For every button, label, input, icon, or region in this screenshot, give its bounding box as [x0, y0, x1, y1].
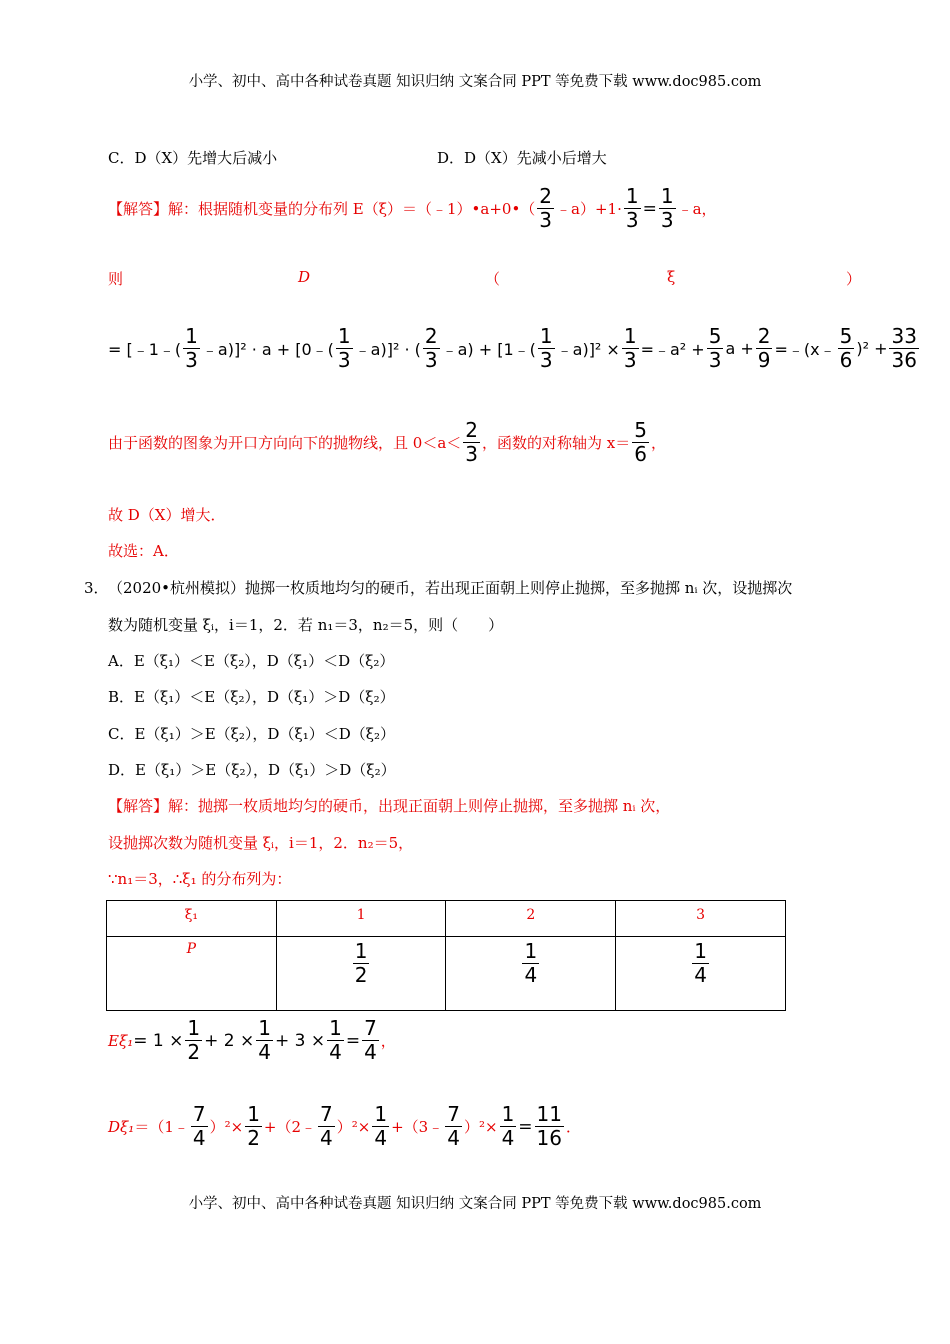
q2-choice: 故选：A．: [108, 542, 179, 560]
q2-conclusion: 故 D（X）增大．: [108, 506, 226, 524]
fraction: $\frac{7}{4}$: [447, 1102, 460, 1150]
fraction: $\frac{1}{4}$: [258, 1016, 271, 1064]
q3-option-b: B．E（ξ₁）＜E（ξ₂），D（ξ₁）＞D（ξ₂）: [108, 688, 395, 706]
q3-option-d: D．E（ξ₁）＞E（ξ₂），D（ξ₁）＞D（ξ₂）: [108, 761, 396, 779]
fraction: $\frac{1}{4}$: [694, 939, 707, 987]
fraction: $\frac{7}{4}$: [192, 1102, 206, 1150]
solution-text: 解：抛掷一枚质地均匀的硬币，出现正面朝上则停止抛掷，至多抛掷 nᵢ 次，: [168, 797, 671, 815]
fraction: $\frac{1}{3}$: [185, 324, 198, 372]
fraction: $\frac{1}{3}$: [625, 184, 639, 232]
q3-option-c: C．E（ξ₁）＞E（ξ₂），D（ξ₁）＜D（ξ₂）: [108, 725, 396, 743]
table-cell: [446, 937, 616, 1011]
q2-answer-line1: 【解答】 解：根据随机变量的分布列 E（ξ）＝（﹣1）•a+0•（ $\frac{2}{3}$ ﹣a）+1· $\frac{1}{3}$ = $\frac{1}{3}$ ﹣a，: [108, 184, 717, 232]
fraction: $\frac{1}{2}$: [354, 939, 368, 987]
fraction: $\frac{7}{4}$: [364, 1016, 377, 1064]
fraction: $\frac{1}{2}$: [187, 1016, 201, 1064]
fraction: $\frac{1}{4}$: [501, 1102, 515, 1150]
q2-option-c: C．D（X）先增大后减小: [108, 149, 278, 167]
table-cell: ξ₁: [107, 901, 277, 937]
table-cell: 2: [446, 901, 616, 937]
then-D: D: [298, 268, 311, 286]
then-xi: ξ: [667, 268, 676, 286]
fraction: $\frac{1}{4}$: [374, 1102, 388, 1150]
q3-option-a: A．E（ξ₁）＜E（ξ₂），D（ξ₁）＜D（ξ₂）: [108, 652, 395, 670]
table-cell: 1: [276, 901, 446, 937]
table-cell: 3: [616, 901, 786, 937]
fraction: $\frac{5}{6}$: [839, 324, 853, 372]
fraction: $\frac{1}{3}$: [337, 324, 351, 372]
fraction: $\frac{5}{3}$: [708, 324, 722, 372]
then-rparen: ）: [846, 270, 862, 288]
fraction: $\frac{1}{3}$: [539, 324, 553, 372]
q2-variance-expression: = [﹣1﹣( $\frac{1}{3}$ ﹣a)]² · a + [0﹣( $\frac{1}{3}$ ﹣a)]² · ( $\frac{2}{3}$ ﹣a) + [1﹣( $\frac{1}{3}$ ﹣a)]² × $\frac{1}{3}$ =﹣a² + $\frac{5}{3}$ a + $\frac{2}{9}$ =﹣(x﹣ $\frac{5}{6}$ )² + $\frac{33}{36}$: [108, 324, 917, 372]
then-lparen: （: [485, 270, 501, 288]
then-label: 则: [108, 270, 124, 288]
fraction: $\frac{5}{6}$: [634, 418, 647, 466]
table-cell: [276, 937, 446, 1011]
table-cell: [616, 937, 786, 1011]
fraction: $\frac{2}{9}$: [757, 324, 771, 372]
q2-option-d: D．D（X）先减小后增大: [437, 149, 607, 167]
fraction: $\frac{1}{4}$: [524, 939, 538, 987]
q3-variance: Dξ₁ ＝（1﹣ $\frac{7}{4}$ ）²× $\frac{1}{2}$ +（2﹣ $\frac{7}{4}$ ）²× $\frac{1}{4}$ +（3﹣ $\frac{7}{4}$ ）²× $\frac{1}{4}$ = $\frac{11}{16}$ ．: [108, 1102, 582, 1150]
q3-solution-line1: [108, 795, 670, 816]
fraction: $\frac{1}{4}$: [329, 1016, 342, 1064]
answer-text: ﹣a）+1·: [556, 200, 622, 218]
answer-text: ﹣a，: [677, 200, 717, 218]
fraction: $\frac{2}{3}$: [424, 324, 438, 372]
distribution-table: [106, 900, 786, 1011]
q3-expectation: Eξ₁ = 1 × $\frac{1}{2}$ + 2 × $\frac{1}{4}$ + 3 × $\frac{1}{4}$ = $\frac{7}{4}$ ，: [108, 1016, 396, 1064]
fraction: $\frac{1}{2}$: [247, 1102, 260, 1150]
fraction: $\frac{1}{3}$: [660, 184, 674, 232]
fraction: $\frac{11}{16}$: [536, 1102, 562, 1150]
answer-text: 解：根据随机变量的分布列 E（ξ）＝（﹣1）•a+0•（: [168, 200, 536, 218]
table-header-row: [107, 901, 786, 937]
q3-stem-line1: （2020•杭州模拟）抛掷一枚质地均匀的硬币，若出现正面朝上则停止抛掷，至多抛掷 nᵢ 次，设抛掷次: [108, 579, 793, 597]
answer-tag: 【解答】: [108, 200, 169, 218]
fraction: $\frac{2}{3}$: [539, 184, 553, 232]
q3-solution-line3: ∵n₁＝3，∴ξ₁ 的分布列为：: [108, 870, 292, 888]
q3-solution-line2: 设抛掷次数为随机变量 ξᵢ，i＝1，2．n₂＝5，: [108, 834, 414, 852]
fraction: $\frac{7}{4}$: [320, 1102, 333, 1150]
fraction: $\frac{2}{3}$: [465, 418, 478, 466]
page-footer: 小学、初中、高中各种试卷真题 知识归纳 文案合同 PPT 等免费下载 www.doc985.com: [188, 1196, 762, 1212]
answer-tag: 【解答】: [108, 797, 169, 815]
fraction: $\frac{33}{36}$: [891, 324, 917, 372]
q3-number: 3．: [84, 579, 109, 597]
q2-parabola-line: 由于函数的图象为开口方向向下的抛物线，且 0＜a＜ $\frac{2}{3}$ ，函数的对称轴为 x＝ $\frac{5}{6}$ ，: [108, 418, 666, 466]
fraction: $\frac{1}{3}$: [623, 324, 637, 372]
page-header: 小学、初中、高中各种试卷真题 知识归纳 文案合同 PPT 等免费下载 www.doc985.com: [188, 74, 762, 90]
table-cell: P: [107, 937, 277, 1011]
table-row: [107, 937, 786, 1011]
q3-stem-line2: 数为随机变量 ξᵢ，i＝1，2．若 n₁＝3，n₂＝5，则（ ）: [108, 616, 504, 634]
